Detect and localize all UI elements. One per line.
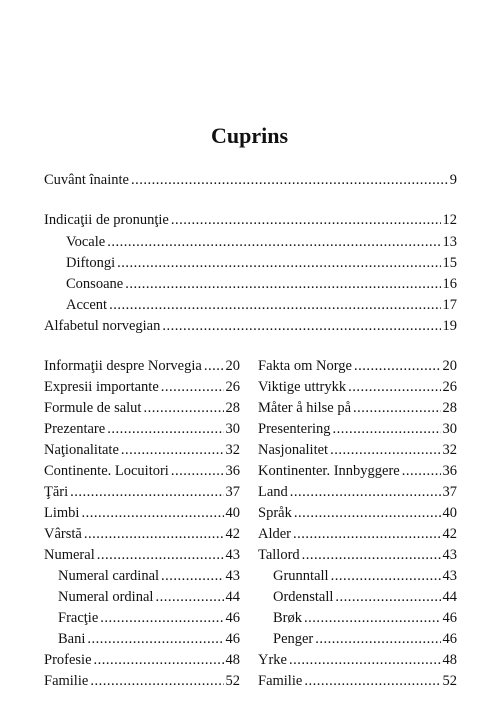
toc-page: 12 [442, 212, 457, 228]
toc-label: Numeral ordinal [58, 589, 154, 605]
toc-leader [289, 650, 441, 670]
toc-page: 32 [442, 442, 457, 458]
toc-entry [273, 566, 457, 586]
toc-entry [44, 210, 457, 230]
toc-entry [258, 398, 457, 418]
toc-entry [258, 377, 457, 397]
toc-label: Formule de salut [44, 400, 142, 416]
toc-page: 46 [442, 631, 457, 647]
toc-leader [94, 650, 224, 670]
toc-label: Cuvânt înainte [44, 172, 129, 188]
toc-label: Brøk [273, 610, 302, 626]
toc-page: 42 [442, 526, 457, 542]
toc-entry [44, 671, 240, 691]
toc-label: Ţări [44, 484, 69, 500]
toc-label: Tallord [258, 547, 300, 563]
toc-entry [44, 524, 240, 544]
toc-label: Indicaţii de pronunţie [44, 212, 169, 228]
toc-entry [44, 650, 240, 670]
toc-page: 48 [225, 652, 240, 668]
toc-entry [258, 524, 457, 544]
toc-entry [258, 440, 457, 460]
toc-leader [100, 608, 223, 628]
toc-label: Accent [66, 297, 108, 313]
toc-label: Ordenstall [273, 589, 334, 605]
toc-page: 48 [442, 652, 457, 668]
toc-entry [44, 377, 240, 397]
toc-leader [125, 274, 440, 294]
toc-leader [90, 671, 223, 691]
toc-page: 13 [442, 234, 457, 250]
toc-entry [258, 671, 457, 691]
toc-leader [161, 377, 224, 397]
toc-leader [331, 566, 441, 586]
toc-page: 15 [442, 255, 457, 271]
toc-page: 26 [442, 379, 457, 395]
toc-label: Consoane [66, 276, 124, 292]
toc-page: 44 [442, 589, 457, 605]
toc-entry [44, 398, 240, 418]
toc-entry [44, 461, 240, 481]
toc-page: 32 [225, 442, 240, 458]
toc-leader [84, 524, 224, 544]
toc-page: 46 [225, 610, 240, 626]
toc-label: Fracţie [58, 610, 99, 626]
toc-entry [258, 461, 457, 481]
toc-label: Numeral cardinal [58, 568, 160, 584]
toc-entry [44, 482, 240, 502]
toc-entry [66, 274, 457, 294]
toc-label: Alder [258, 526, 292, 542]
toc-label: Kontinenter. Innbyggere [258, 463, 400, 479]
toc-entry [258, 650, 457, 670]
toc-leader [161, 566, 223, 586]
toc-label: Penger [273, 631, 314, 647]
toc-leader [107, 232, 440, 252]
toc-label: Bani [58, 631, 86, 647]
toc-label: Viktige uttrykk [258, 379, 347, 395]
toc-page: 44 [225, 589, 240, 605]
toc-leader [131, 170, 448, 190]
toc-leader [330, 440, 440, 460]
toc-leader [354, 356, 441, 376]
toc-leader [302, 545, 441, 565]
toc-entry [66, 232, 457, 252]
toc-page: 37 [442, 484, 457, 500]
toc-leader [353, 398, 440, 418]
toc-label: Diftongi [66, 255, 116, 271]
toc-leader [294, 503, 441, 523]
toc-entry [66, 253, 457, 273]
toc-label: Presentering [258, 421, 331, 437]
toc-page: 46 [442, 610, 457, 626]
toc-label: Vocale [66, 234, 106, 250]
toc-entry [58, 587, 240, 607]
toc-leader [171, 461, 224, 481]
toc-page: 43 [442, 547, 457, 563]
toc-page: 28 [225, 400, 240, 416]
toc-leader [81, 503, 223, 523]
toc-label: Land [258, 484, 288, 500]
toc-page: 52 [225, 673, 240, 689]
toc-page: 26 [225, 379, 240, 395]
toc-label: Alfabetul norvegian [44, 318, 161, 334]
toc-label: Informaţii despre Norvegia [44, 358, 202, 374]
toc-page: 43 [442, 568, 457, 584]
toc-entry [44, 356, 240, 376]
toc-label: Numeral [44, 547, 95, 563]
toc-label: Expresii importante [44, 379, 159, 395]
toc-page: 42 [225, 526, 240, 542]
page-title: Cuprins [210, 123, 289, 148]
toc-entry [66, 295, 457, 315]
toc-entry [258, 545, 457, 565]
toc-page: 17 [442, 297, 457, 313]
toc-entry [258, 503, 457, 523]
toc-leader [204, 356, 224, 376]
toc-label: Profesie [44, 652, 92, 668]
toc-entry [58, 608, 240, 628]
toc-label: Limbi [44, 505, 80, 521]
toc-leader [171, 210, 441, 230]
toc-page: 30 [225, 421, 240, 437]
toc-leader [70, 482, 223, 502]
toc-entry [258, 356, 457, 376]
toc-entry [44, 316, 457, 336]
toc-page: 43 [225, 568, 240, 584]
toc-page: 43 [225, 547, 240, 563]
toc-entry [58, 566, 240, 586]
toc-leader [293, 524, 440, 544]
toc-entry [44, 419, 240, 439]
toc-label: Yrke [258, 652, 287, 668]
toc-page: 28 [442, 400, 457, 416]
toc-page: 20 [225, 358, 240, 374]
toc-page: 36 [225, 463, 240, 479]
toc-leader [155, 587, 223, 607]
toc-leader [87, 629, 223, 649]
toc-leader [162, 316, 440, 336]
toc-label: Grunntall [273, 568, 329, 584]
toc-entry [273, 629, 457, 649]
toc-page: 9 [449, 172, 457, 188]
toc-entry [44, 170, 457, 190]
toc-page: 20 [442, 358, 457, 374]
toc-page: 40 [225, 505, 240, 521]
toc-entry [273, 608, 457, 628]
toc-leader [348, 377, 440, 397]
toc-entry [258, 482, 457, 502]
toc-leader [143, 398, 223, 418]
toc-page: 37 [225, 484, 240, 500]
toc-leader [109, 295, 440, 315]
toc-entry [258, 419, 457, 439]
toc-leader [304, 671, 440, 691]
toc-leader [107, 419, 223, 439]
toc-label: Måter å hilse på [258, 400, 352, 416]
toc-label: Vârstă [44, 526, 82, 542]
toc-page: 52 [442, 673, 457, 689]
toc-leader [335, 587, 440, 607]
toc-leader [97, 545, 224, 565]
toc-entry [44, 440, 240, 460]
toc-entry [44, 503, 240, 523]
toc-page: 19 [442, 318, 457, 334]
toc-leader [117, 253, 440, 273]
toc-entry [44, 545, 240, 565]
toc-label: Språk [258, 505, 292, 521]
toc-entry [273, 587, 457, 607]
toc-label: Familie [44, 673, 89, 689]
toc-page: 40 [442, 505, 457, 521]
toc-label: Nasjonalitet [258, 442, 329, 458]
toc-page: 16 [442, 276, 457, 292]
toc-leader [315, 629, 440, 649]
toc-leader [304, 608, 441, 628]
toc-leader [402, 461, 441, 481]
toc-label: Prezentare [44, 421, 106, 437]
toc-label: Fakta om Norge [258, 358, 352, 374]
toc-leader [121, 440, 224, 460]
toc-page: 36 [442, 463, 457, 479]
toc-page: 30 [442, 421, 457, 437]
toc-label: Continente. Locuitori [44, 463, 169, 479]
toc-label: Familie [258, 673, 303, 689]
toc-label: Naţionalitate [44, 442, 119, 458]
toc-leader [332, 419, 440, 439]
toc-leader [290, 482, 441, 502]
toc-entry [58, 629, 240, 649]
toc-page: 46 [225, 631, 240, 647]
